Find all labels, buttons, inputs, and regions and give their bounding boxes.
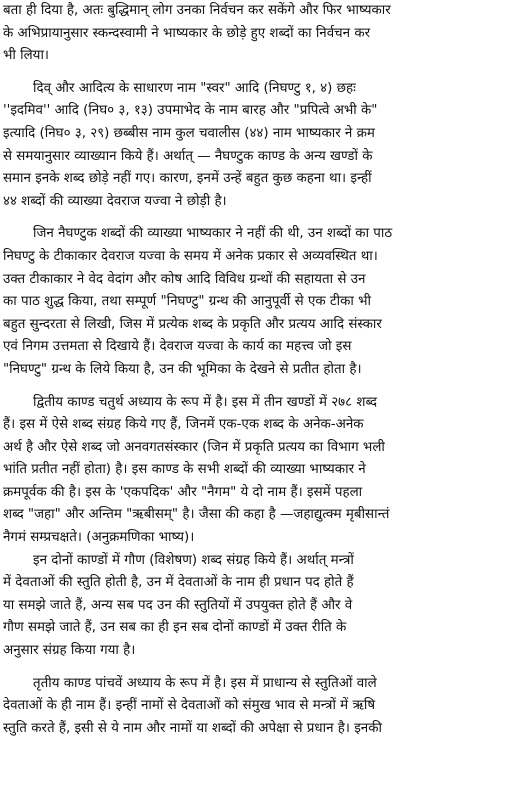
text-line: के अभिप्रायानुसार स्कन्दस्वामी ने भाष्यकार के छोड़े हुए शब्दों का निर्वचन कर [3, 25, 371, 41]
text-line: से समयानुसार व्याख्यान किये हैं। अर्थात् — नैघण्टुक काण्ड के अन्य खण्डों के [3, 148, 373, 164]
text-line: नैगमं सम्प्रचक्षते। (अनुक्रमणिका भाष्य)। [3, 530, 195, 546]
text-line: जिन नैघण्टुक शब्दों की व्याख्या भाष्यकार ने नहीं की थी, उन शब्दों का पाठ [33, 226, 393, 242]
paragraph-4 [3, 392, 511, 550]
paragraph-1 [3, 0, 511, 68]
text-line: उक्त टीकाकार ने वेद वेदांग और कोष आदि विविध ग्रन्थों की सहायता से उन [3, 271, 366, 287]
paragraph-3 [3, 223, 511, 381]
text-line: भी लिया। [3, 48, 49, 64]
text-line: समान इनके शब्द छोड़े नहीं गए। कारण, इनमें उन्हें बहुत कुछ कहना था। इन्हीं [3, 171, 372, 187]
text-line: एवं निगम उत्तमता से दिखाये हैं। देवराज यज्वा के कार्य का महत्त्व जो इस [3, 339, 352, 355]
text-line: देवताओं के ही नाम हैं। इन्हीं नामों से देवताओं को संमुख भाव से मन्त्रों में ऋषि [3, 698, 376, 714]
text-line: बता ही दिया है, अतः बुद्धिमान् लोग उनका निर्वचन कर सकेंगे और फिर भाष्यकार [3, 3, 391, 18]
paragraph-5 [3, 550, 511, 663]
text-line: हैं। इस में ऐसे शब्द संग्रह किये गए हैं, जिनमें एक-एक शब्द के अनेक-अनेक [3, 417, 364, 433]
text-line: क्रमपूर्वक की है। इस के 'एकपदिक' और "नैगम" ये दो नाम हैं। इसमें पहला [3, 484, 363, 500]
text-line: "निघण्टु" ग्रन्थ के लिये किया है, उन की भूमिका के देखने से प्रतीत होता है। [3, 361, 362, 377]
text-line: स्तुति करते हैं, इसी से ये नाम और नामों या शब्दों की अपेक्षा से प्रधान है। इनकी [3, 720, 382, 736]
text-line: ४४ शब्दों की व्याख्या देवराज यज्वा ने छोड़ी है। [3, 193, 227, 209]
text-line: द्वितीय काण्ड चतुर्थ अध्याय के रूप में है। इस में तीन खण्डों में २७८ शब्द [33, 394, 378, 410]
text-line: या समझे जाते हैं, अन्य सब पद उन की स्तुतियों में उपयुक्त होते हैं और वे [3, 597, 353, 613]
text-line: भांति प्रतीत नहीं होता) है। इस काण्ड के सभी शब्दों की व्याख्या भाष्यकार ने [3, 462, 366, 478]
text-line: ''इदमिव'' आदि (निघ० ३, १३) उपमाभेद के नाम बारह और "प्रपित्वे अभी के" [3, 103, 378, 119]
paragraph-2 [3, 78, 511, 214]
text-line: इत्यादि (निघ० ३, २९) छब्बीस नाम कुल चवालीस (४४) नाम भाष्यकार ने क्रम [3, 125, 375, 141]
text-line: अनुसार संग्रह किया गया है। [3, 643, 136, 659]
text-line: दिव् और आदित्य के साधारण नाम "स्वर" आदि (निघण्टु १, ४) छहः [33, 80, 356, 96]
text-line: बहुत सुन्दरता से लिखी, जिस में प्रत्येक शब्द के प्रकृति और प्रत्यय आदि संस्कार [3, 316, 382, 332]
text-line: गौण समझे जाते हैं, उन सब का ही इन सब दोनों काण्डों में उक्त रीति के [3, 620, 347, 636]
text-line: इन दोनों काण्डों में गौण (विशेषण) शब्द संग्रह किये हैं। अर्थात् मन्त्रों [33, 552, 354, 568]
text-line: शब्द "जहा" और अन्तिम "ऋबीसम्" है। जैसा की कहा है —जहाद्युत्क्म मृबीसान्तं [3, 507, 390, 523]
text-line: में देवताओं की स्तुति होती है, उन में देवताओं के नाम ही प्रधान पद होते हैं [3, 575, 354, 591]
text-line: का पाठ शुद्ध किया, तथा सम्पूर्ण "निघण्टु" ग्रन्थ की आनुपूर्वी से एक टीका भी [3, 294, 372, 310]
text-line: निघण्टु के टीकाकार देवराज यज्वा के समय में अनेक प्रकार से अव्यवस्थित था। [3, 248, 378, 264]
text-line: तृतीय काण्ड पांचवें अध्याय के रूप में है। इस में प्राधान्य से स्तुतिओं वाले [33, 675, 377, 691]
text-line: अर्थ है और ऐसे शब्द जो अनवगतसंस्कार (जिन में प्रकृति प्रत्यय का विभाग भली [3, 439, 385, 455]
paragraph-6 [3, 673, 511, 741]
